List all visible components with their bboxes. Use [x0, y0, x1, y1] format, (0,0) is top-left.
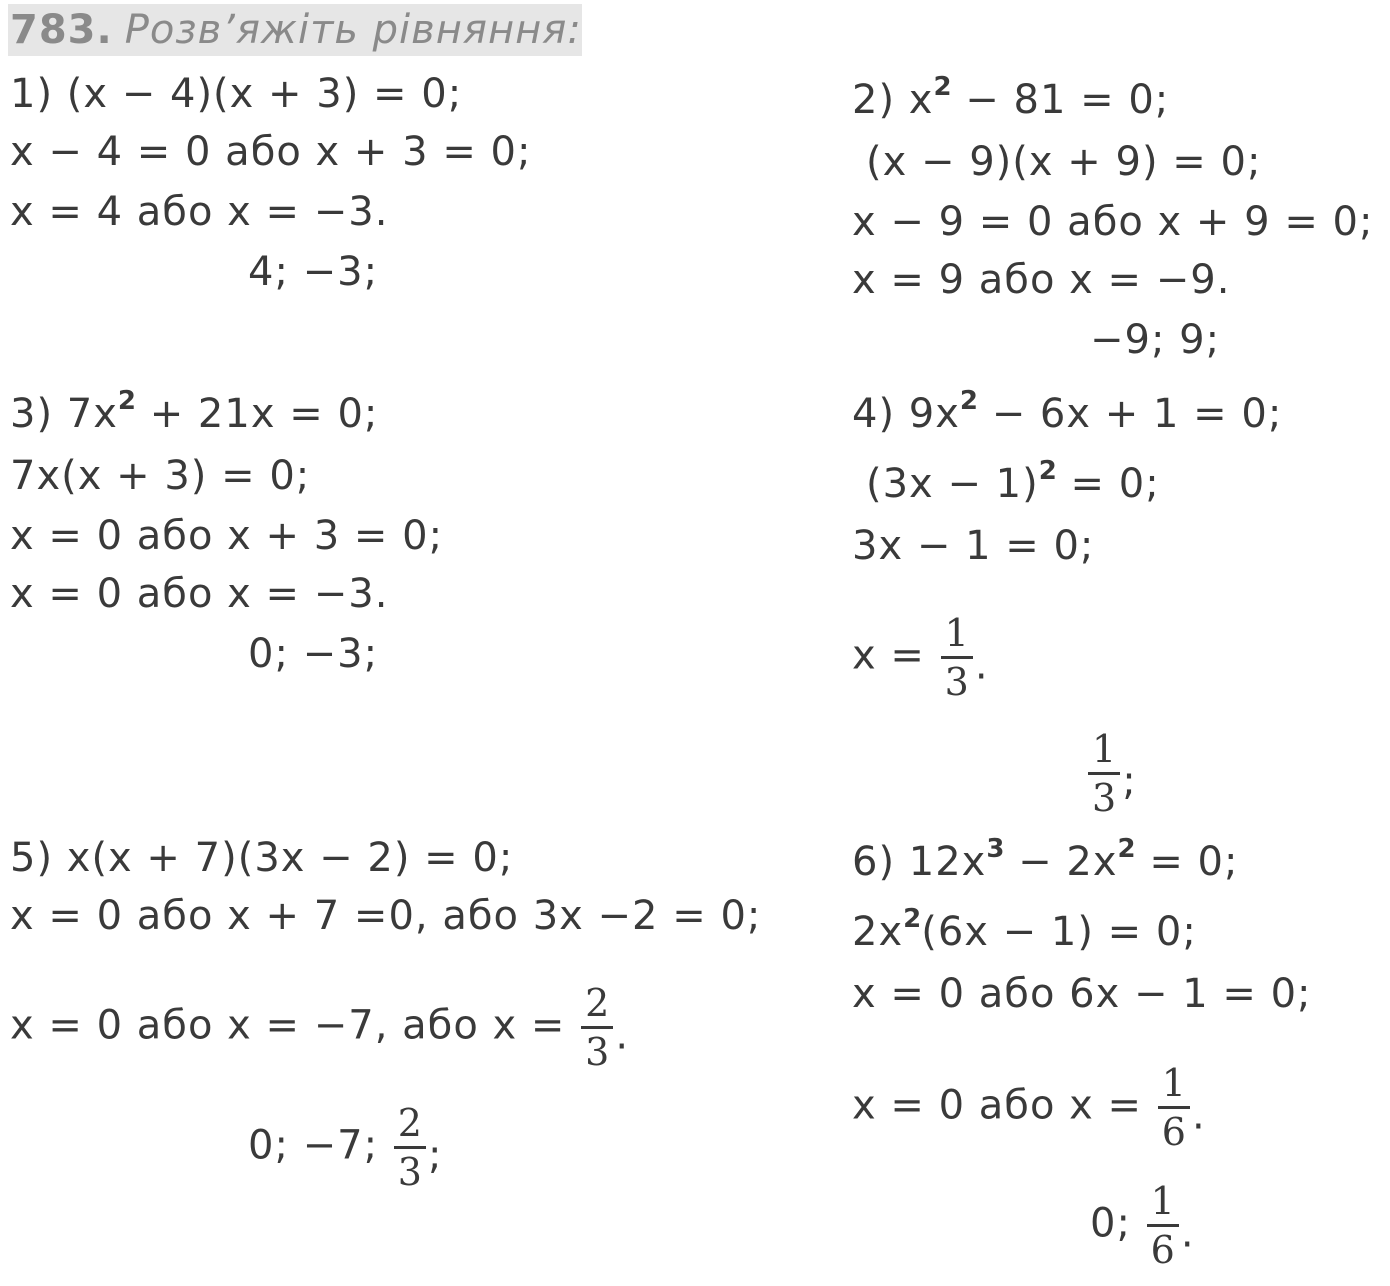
p6-equation: 6) $12x^3 - 2x^2 = 0$; — [852, 834, 1239, 885]
p4-square: $(3x - 1)^2 = 0$; — [866, 456, 1160, 507]
p6-roots: x = 0 або x = $\frac{1}{6}$ . — [852, 1061, 1206, 1154]
p5-step: x = 0 або x + 7 =0, або 3x −2 = 0; — [10, 893, 762, 939]
p6-root-fraction: $\frac{1}{6}$ — [1158, 1064, 1190, 1151]
p3-roots: x = 0 або x = −3. — [10, 571, 389, 617]
p4-root-fraction: $\frac{1}{3}$ — [941, 614, 973, 701]
p2-equation: 2) $x^2 - 81 = 0$; — [852, 72, 1170, 123]
p4-equation: 4) $9x^2 - 6x + 1 = 0$; — [852, 386, 1283, 437]
p4-answer: $\frac{1}{3}$ ; — [1086, 730, 1137, 774]
p2-factored: (x − 9)(x + 9) = 0; — [866, 139, 1262, 185]
p5-equation: 5) x(x + 7)(3x − 2) = 0; — [10, 835, 514, 881]
p5-answer: 0; −7; $\frac{2}{3}$ ; — [248, 1101, 443, 1194]
p2-roots: x = 9 або x = −9. — [852, 257, 1231, 303]
p5-roots: x = 0 або x = −7, або x = $\frac{2}{3}$ . — [10, 981, 630, 1074]
p3-answer: 0; −3; — [248, 631, 379, 677]
p1-answer: 4; −3; — [248, 249, 379, 295]
p6-factored: $2x^2(6x - 1) = 0$; — [852, 904, 1197, 955]
p6-answer-fraction: $\frac{1}{6}$ — [1147, 1182, 1179, 1269]
p5-root-fraction: $\frac{2}{3}$ — [581, 984, 613, 1071]
exercise-number: 783. — [10, 7, 113, 53]
p4-answer-fraction: $\frac{1}{3}$ — [1088, 730, 1120, 817]
p1-step: x − 4 = 0 або x + 3 = 0; — [10, 129, 532, 175]
exercise-header — [8, 4, 582, 56]
p6-step: x = 0 або 6x − 1 = 0; — [852, 971, 1312, 1017]
p5-answer-fraction: $\frac{2}{3}$ — [394, 1104, 426, 1191]
p3-equation: 3) $7x^2 + 21x = 0$; — [10, 386, 379, 437]
p2-step: x − 9 = 0 або x + 9 = 0; — [852, 199, 1374, 245]
p2-answer: −9; 9; — [1090, 317, 1221, 363]
p3-step: x = 0 або x + 3 = 0; — [10, 513, 444, 559]
p6-answer: 0; $\frac{1}{6}$ . — [1090, 1179, 1195, 1272]
p1-equation: 1) (x − 4)(x + 3) = 0; — [10, 71, 463, 117]
exercise-title: Розв’яжіть рівняння: — [124, 7, 582, 53]
p3-factored: 7x(x + 3) = 0; — [10, 453, 311, 499]
p4-root: x = $\frac{1}{3}$ . — [852, 611, 989, 704]
p4-linear: 3x − 1 = 0; — [852, 523, 1095, 569]
p1-roots: x = 4 або x = −3. — [10, 189, 389, 235]
